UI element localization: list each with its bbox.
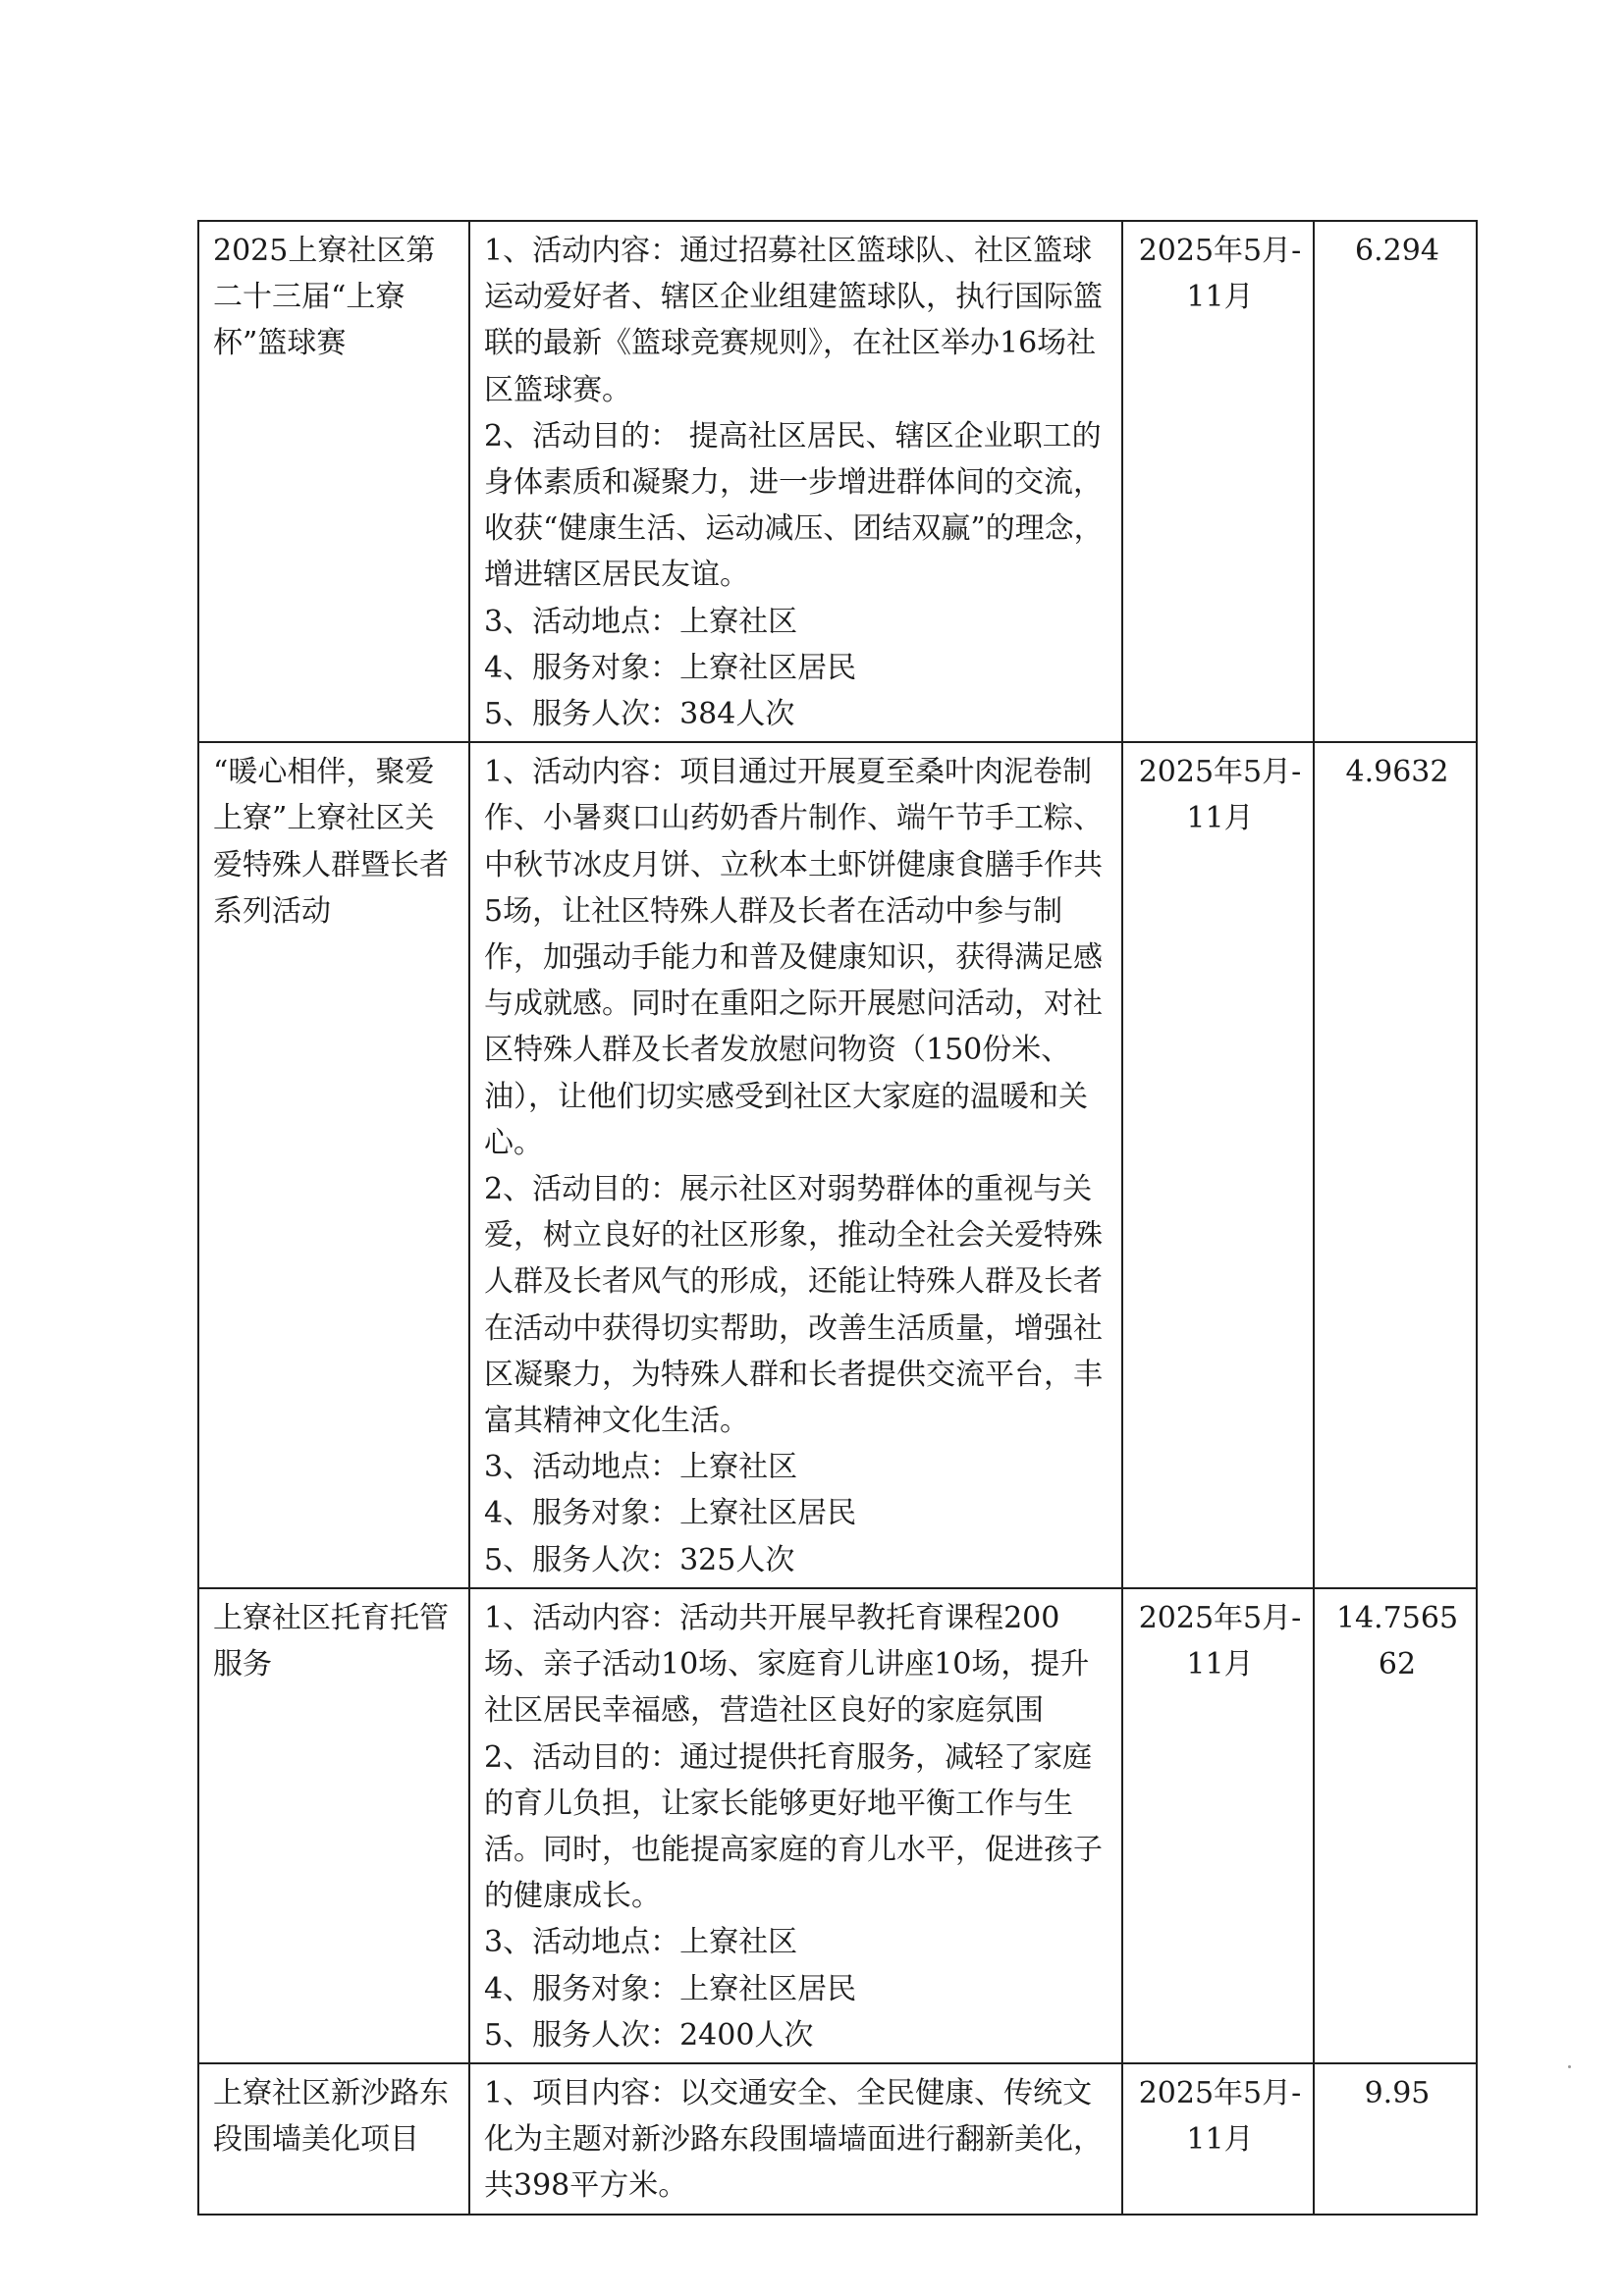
detail-line: 2、活动目的： 提高社区居民、辖区企业职工的身体素质和凝聚力，进一步增进群体间的交流，收获“健康生活、运动减压、团结双赢”的理念，增进辖区居民友谊。 [484, 418, 1104, 593]
detail-line: 2、活动目的：通过提供托育服务，减轻了家庭的育儿负担，让家长能够更好地平衡工作与生活。同时，也能提高家庭的育儿水平，促进孩子的健康成长。 [484, 1739, 1103, 1914]
project-period-cell: 2025年5月-11月 [1122, 2063, 1314, 2215]
project-name-cell: “暖心相伴，聚爱上寮”上寮社区关爱特殊人群暨长者系列活动 [198, 742, 469, 1588]
detail-line: 1、活动内容：项目通过开展夏至桑叶肉泥卷制作、小暑爽口山药奶香片制作、端午节手工粽、中秋节冰皮月饼、立秋本土虾饼健康食膳手作共5场，让社区特殊人群及长者在活动中参与制作，加强动手能力和普及健康知识，获得满足感与成就感。同时在重阳之际开展慰问活动，对社区特殊人群及长者发放慰问物资（150份米、油），让他们切实感受到社区大家庭的温暖和关心。 [484, 755, 1103, 1160]
detail-line: 4、服务对象：上寮社区居民 [484, 1496, 857, 1531]
detail-line: 5、服务人次：325人次 [484, 1542, 795, 1577]
detail-line: 4、服务对象：上寮社区居民 [484, 1971, 857, 2006]
detail-line: 4、服务对象：上寮社区居民 [484, 650, 857, 685]
project-detail-cell [469, 221, 1122, 742]
project-period-cell: 2025年5月-11月 [1122, 221, 1314, 742]
project-detail-cell [469, 2063, 1122, 2215]
project-amount-cell: 14.756562 [1314, 1588, 1477, 2063]
scan-dot [1568, 2065, 1571, 2068]
table-row [198, 1588, 1477, 2063]
project-amount-cell: 4.9632 [1314, 742, 1477, 1588]
project-period-cell: 2025年5月-11月 [1122, 742, 1314, 1588]
detail-line: 1、项目内容：以交通安全、全民健康、传统文化为主题对新沙路东段围墙墙面进行翻新美化，共398平方米。 [484, 2075, 1103, 2204]
project-name-cell: 上寮社区新沙路东段围墙美化项目 [198, 2063, 469, 2215]
detail-line: 3、活动地点：上寮社区 [484, 604, 798, 639]
detail-line: 5、服务人次：384人次 [484, 697, 795, 732]
detail-line: 5、服务人次：2400人次 [484, 2017, 814, 2053]
project-amount-cell: 9.95 [1314, 2063, 1477, 2215]
table-row [198, 221, 1477, 742]
detail-line: 1、活动内容：通过招募社区篮球队、社区篮球运动爱好者、辖区企业组建篮球队，执行国际篮联的最新《篮球竞赛规则》，在社区举办16场社区篮球赛。 [484, 234, 1103, 407]
project-period-cell: 2025年5月-11月 [1122, 1588, 1314, 2063]
table-row [198, 742, 1477, 1588]
project-table [197, 220, 1478, 2216]
table-row [198, 2063, 1477, 2215]
detail-line: 3、活动地点：上寮社区 [484, 1925, 798, 1960]
project-amount-cell: 6.294 [1314, 221, 1477, 742]
project-name-cell: 2025上寮社区第二十三届“上寮杯”篮球赛 [198, 221, 469, 742]
project-detail-cell [469, 1588, 1122, 2063]
detail-line: 2、活动目的：展示社区对弱势群体的重视与关爱，树立良好的社区形象，推动全社会关爱特殊人群及长者风气的形成，还能让特殊人群及长者在活动中获得切实帮助，改善生活质量，增强社区凝聚力，为特殊人群和长者提供交流平台，丰富其精神文化生活。 [484, 1172, 1103, 1439]
project-name-cell: 上寮社区托育托管服务 [198, 1588, 469, 2063]
detail-line: 3、活动地点：上寮社区 [484, 1450, 798, 1485]
project-detail-cell [469, 742, 1122, 1588]
detail-line: 1、活动内容：活动共开展早教托育课程200场、亲子活动10场、家庭育儿讲座10场，提升社区居民幸福感，营造社区良好的家庭氛围 [484, 1600, 1090, 1729]
